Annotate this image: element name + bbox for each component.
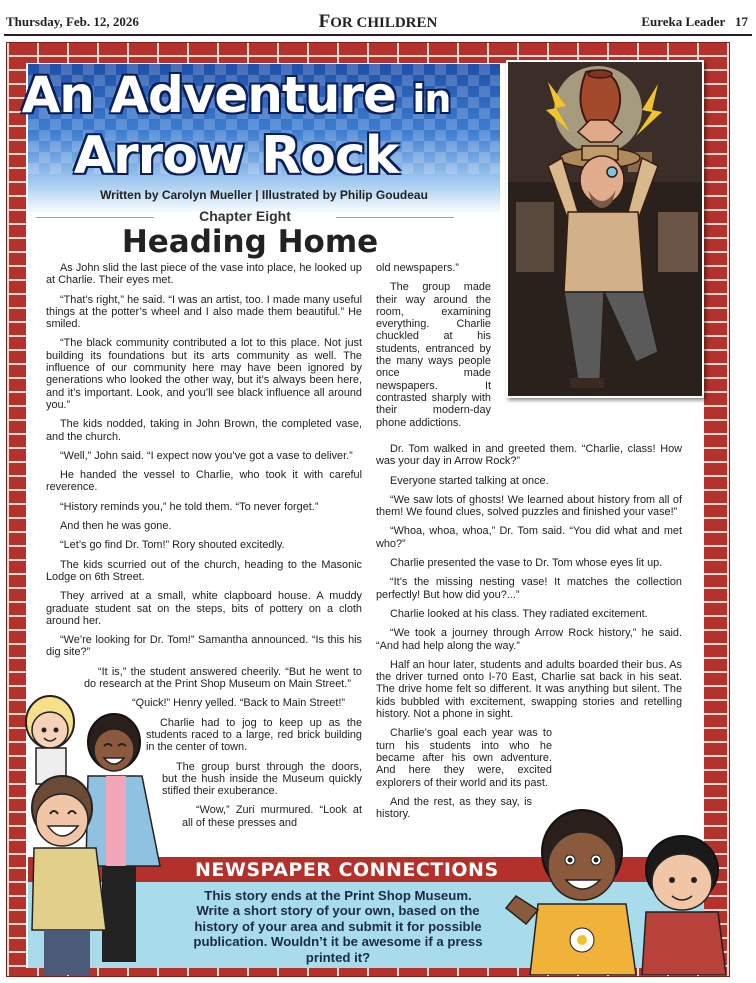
kids-illustration-left [10, 690, 186, 975]
paragraph: “History reminds you,” he told them. “To never forget.” [60, 500, 319, 513]
page-header [0, 0, 756, 36]
title-in: in [412, 77, 451, 121]
chapter-label [36, 208, 454, 224]
paragraph: Charlie had to jog to keep up as the students raced to a large, red brick building in the center of town. [146, 716, 362, 754]
chapter-divider-left [36, 217, 154, 218]
paragraph: “That’s right,” he said. “I was an artist, too. I made many useful things at the potter’s wheel and I also made them beautiful.” He smiled. [46, 293, 362, 331]
chapter-text: Chapter Eight [199, 208, 291, 224]
kids-illustration-right [486, 800, 726, 975]
paragraph: “We’re looking for Dr. Tom!” Samantha announced. “Is this his dig site?” [46, 634, 362, 659]
paragraph: Charlie’s goal each year was to turn his students into who he became after his own adventure. And here they were, excited explorers of their world and its past. [376, 727, 552, 789]
paragraph: Charlie looked at his class. They radiated excitement. [390, 607, 648, 620]
paragraph: “Let’s go find Dr. Tom!” Rory shouted excitedly. [60, 539, 285, 552]
header-rule [4, 34, 752, 36]
paragraph: “It is,” the student answered cheerily. “But he went to do research at the Print Shop Museum on Main Street.” [84, 665, 362, 691]
story-column-2-top [376, 262, 491, 436]
paper-name: Eureka Leader [641, 14, 726, 29]
paragraph: “The black community contributed a lot to this place. Not just building its foundations but its arts community as well. The influence of our community here may have been ignored by generations who looked the other way, but it’s always been here, and it’s important. Look, and you’ll see black influence all around you.” [46, 337, 362, 411]
paragraph: And the rest, as they say, is history. [376, 795, 532, 821]
paragraph: Dr. Tom walked in and greeted them. “Charlie, class! How was your day in Arrow Rock?” [376, 443, 682, 468]
chapter-divider-right [336, 217, 454, 218]
story-column-2 [376, 443, 682, 827]
paragraph: “We took a journey through Arrow Rock history,” he said. “And had help along the way.” [376, 627, 682, 652]
paragraph: Everyone started talking at once. [390, 474, 549, 487]
kids-pair-drawing [486, 800, 726, 975]
issue-date: Thursday, Feb. 12, 2026 [6, 14, 139, 29]
paragraph: The kids nodded, taking in John Brown, the completed vase, and the church. [46, 418, 362, 443]
paragraph: The group burst through the doors, but the hush inside the Museum quickly stifled their exuberance. [162, 760, 362, 798]
kids-group-drawing [10, 690, 186, 975]
section-rest: OR CHILDREN [330, 15, 438, 31]
paragraph: “Well,” John said. “I expect now you’ve got a vase to deliver.” [60, 449, 353, 462]
byline: Written by Carolyn Mueller | Illustrated by Philip Goudeau [100, 188, 428, 202]
paragraph: old newspapers.” [376, 262, 459, 274]
paragraph: Half an hour later, students and adults boarded their bus. As the driver turned onto I-70 East, Charlie sat back in his seat. The drive home felt so different. It was anything but silent. The kids bubbled with excitement, swapping stories and retelling history. Not a phone in sight. [376, 658, 682, 721]
story-title-line2: Arrow Rock [73, 126, 399, 186]
paragraph: They arrived at a small, white clapboard house. A muddy graduate student sat on the steps, bits of pottery on a cloth around her. [46, 590, 362, 627]
paragraph: “Quick!” Henry yelled. “Back to Main Street!” [132, 697, 346, 710]
section-initial: F [318, 11, 331, 32]
title-adventure: An Adventure [21, 66, 396, 124]
paper-name-and-page [641, 14, 748, 30]
connections-title: NEWSPAPER CONNECTIONS [195, 859, 499, 881]
chapter-heading: Heading Home [121, 224, 379, 260]
paragraph: “Whoa, whoa, whoa,” Dr. Tom said. “You did what and met who?” [376, 525, 682, 550]
paragraph: He handed the vessel to Charlie, who took it with careful reverence. [46, 469, 362, 494]
paragraph: Charlie presented the vase to Dr. Tom whose eyes lit up. [390, 557, 663, 570]
paragraph: “We saw lots of ghosts! We learned about history from all of them! We found clues, solved puzzles and finished your vase!” [376, 493, 682, 519]
paragraph: And then he was gone. [60, 520, 172, 533]
paragraph: As John slid the last piece of the vase into place, he looked up at Charlie. Their eyes met. [46, 262, 362, 287]
paragraph: The group made their way around the room, examining everything. Charlie chuckled at his students, entranced by the many ways people once made newspapers. It contrasted sharply with their modern-day phone addictions. [376, 281, 491, 429]
charlie-illustration [506, 60, 704, 398]
paragraph: “It’s the missing nesting vase! It matches the collection perfectly! But how did you?...” [376, 576, 682, 601]
charlie-vase-drawing [508, 62, 702, 396]
paragraph: “Wow,” Zuri murmured. “Look at all of these presses and [182, 804, 362, 829]
connections-text: This story ends at the Print Shop Museum. Write a short story of your own, based on the history of your area and submit it for possible publication. Wouldn’t it be awesome if a press printed it? [193, 888, 483, 965]
paragraph: The kids scurried out of the church, heading to the Masonic Lodge on 6th Street. [46, 558, 362, 583]
story-title-line1 [0, 66, 472, 124]
page-number: 17 [735, 14, 748, 29]
